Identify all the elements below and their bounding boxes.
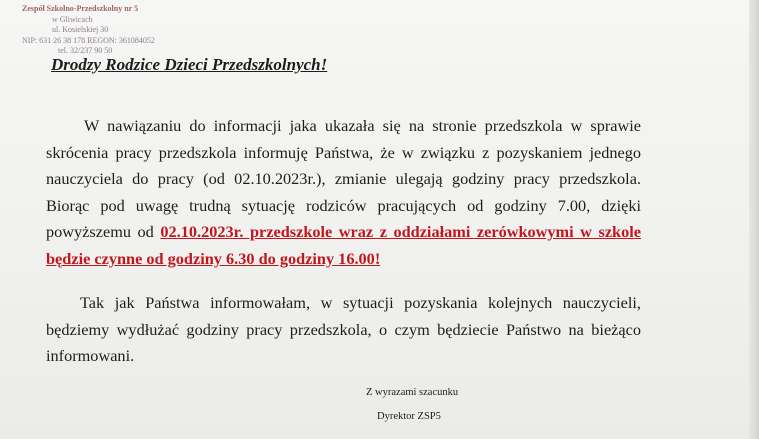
stamp-line-phone: tel. 32/237 90 50 bbox=[58, 46, 113, 55]
closing-regards: Z wyrazami szacunku bbox=[366, 387, 459, 398]
school-stamp bbox=[22, 4, 182, 57]
page-title: Drodzy Rodzice Dzieci Przedszkolnych! bbox=[51, 55, 328, 74]
signature: Dyrektor ZSP5 bbox=[377, 411, 441, 422]
stamp-line-city: w Gliwicach bbox=[52, 14, 93, 24]
followup-paragraph: Tak jak Państwa informowałam, w sytuacji pozyskania kolejnych nauczycieli, będziemy wydłużać godziny pracy przedszkola, o czym będziecie Państwo na bieżąco informowani. bbox=[46, 293, 641, 365]
stamp-line-nip-regon: NIP: 631 26 38 178 REGON: 361084052 bbox=[22, 35, 155, 45]
announcement-text: W nawiązaniu do informacji jaka ukazała się na stronie przedszkola w sprawie skrócenia pracy przedszkola informuję Państwa, że w związku z pozyskaniem jednego nauczyciela do pracy (od 02.10.2023r.), zmianie ulegają godziny pracy przedszkola. Biorąc pod uwagę trudną sytuację rodziców pracujących od godziny 7.00, dzięki powyższemu od bbox=[46, 116, 641, 241]
stamp-line-street: ul. Kosielskiej 30 bbox=[52, 25, 109, 34]
stamp-line-school-name: Zespół Szkolno-Przedszkolny nr 5 bbox=[22, 4, 139, 13]
paper-edge bbox=[749, 0, 759, 439]
announcement-paragraph bbox=[46, 113, 641, 272]
highlighted-opening-hours: 02.10.2023r. przedszkole wraz z oddziałami zerówkowymi w szkole będzie czynne od godziny 6.30 do godziny 16.00! bbox=[46, 222, 641, 268]
